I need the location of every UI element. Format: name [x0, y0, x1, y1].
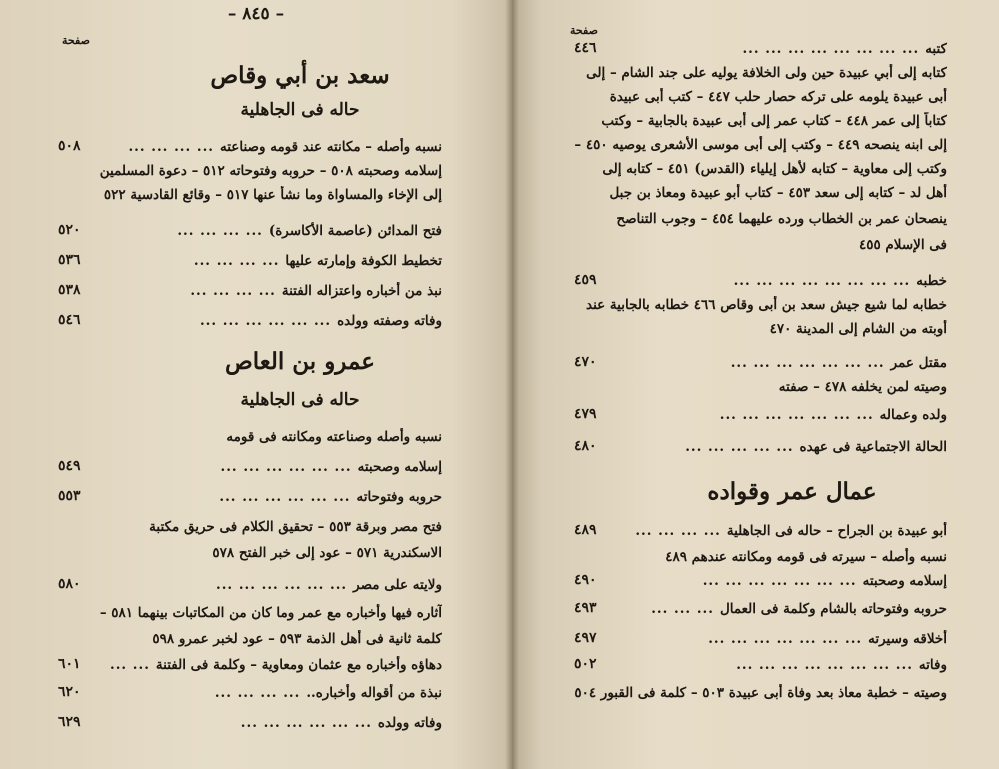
toc-page-number: ٤٤٦ — [574, 40, 597, 56]
toc-entry — [703, 572, 947, 590]
toc-entry-text: أبى عبيدة يلومه على تركه حصار حلب ٤٤٧ – كتب أبى عبيدة — [609, 89, 947, 105]
toc-entry-text: وفاته وولده — [377, 715, 442, 731]
toc-entry — [708, 630, 947, 648]
toc-page-number: ٥٣٦ — [58, 252, 81, 268]
toc-entry-text: وفاته وصفته وولده — [337, 313, 442, 329]
toc-page-number: ٥٢٠ — [58, 222, 81, 238]
toc-entry-text: نسبه وأصله – سيرته فى قومه ومكانته عندهم ٤٨٩ — [665, 549, 947, 565]
toc-entry — [194, 252, 442, 270]
toc-entry — [685, 438, 947, 456]
toc-entry — [616, 210, 947, 228]
toc-entry — [219, 488, 442, 506]
toc-entry-text: الاسكندرية ٥٧١ – عود إلى خبر الفتح ٥٧٨ — [212, 545, 442, 561]
toc-entry-text: خطابه لما شيع جيش سعد بن أبى وقاص ٤٦٦ خطابه بالجابية عند — [586, 297, 947, 313]
toc-entry — [731, 354, 947, 372]
toc-entry-text: نبذة من أقواله وأخباره.. — [306, 685, 442, 701]
toc-leader-dots: ... ... ... ... ... ... ... ... — [742, 41, 920, 57]
toc-entry — [216, 576, 442, 594]
toc-entry — [602, 160, 947, 178]
toc-entry — [190, 282, 442, 300]
toc-entry — [651, 600, 947, 618]
toc-leader-dots: ... ... ... ... ... ... — [199, 313, 332, 329]
toc-entry-text: نسبه وأصله وصناعته ومكانته فى قومه — [226, 429, 442, 445]
toc-entry-text: دهاؤه وأخباره مع عثمان ومعاوية – وكلمة فى الفتنة — [155, 657, 442, 673]
toc-entry — [100, 604, 442, 622]
toc-entry-text: كتبه — [925, 41, 947, 57]
toc-entry-text: نسبه وأصله – مكانته عند قومه وصناعته — [219, 139, 442, 155]
toc-entry-text: إلى الإخاء والمساواة وما نشأ عنها ٥١٧ – وقائع القادسية ٥٢٢ — [103, 187, 442, 203]
column-header: صفحة — [62, 34, 90, 47]
toc-entry — [100, 162, 442, 180]
toc-entry-text: إسلامه وصحبته — [357, 459, 442, 475]
toc-leader-dots: ... ... ... ... ... ... — [220, 459, 352, 475]
toc-entry-text: فتح المدائن (عاصمة الأكاسرة) — [268, 223, 442, 239]
toc-entry — [610, 88, 947, 106]
toc-leader-dots: ... ... ... ... ... ... — [216, 577, 348, 593]
toc-entry-text: إسلامه وصحبته ٥٠٨ – حروبه وفتوحاته ٥١٢ – دعوة المسلمين — [99, 163, 442, 179]
toc-leader-dots: ... ... ... ... — [177, 223, 263, 239]
toc-entry-text: خطبه — [916, 273, 947, 289]
page-number: – ٨٤٥ – — [227, 4, 285, 24]
toc-page-number: ٥٥٣ — [58, 488, 81, 504]
toc-entry-text: وصيته – خطبة معاذ بعد وفاة أبى عبيدة ٥٠٣ – كلمة فى القبور ٥٠٤ — [574, 685, 947, 701]
toc-entry — [779, 378, 947, 396]
toc-leader-dots: ... ... ... ... — [193, 253, 280, 269]
toc-page-number: ٤٧٩ — [574, 406, 597, 422]
toc-entry — [635, 522, 947, 540]
toc-entry-text: ولده وعماله — [879, 407, 947, 423]
toc-entry-text: أخلاقه وسيرته — [868, 631, 947, 647]
toc-entry-text: أبو عبيدة بن الجراح – حاله فى الجاهلية — [726, 523, 947, 539]
toc-entry-text: أوبته من الشام إلى المدينة ٤٧٠ — [769, 321, 947, 337]
toc-leader-dots: ... ... — [110, 657, 150, 673]
toc-page-number: ٦٠١ — [58, 656, 81, 672]
toc-leader-dots: ... ... ... — [651, 601, 714, 617]
toc-page-number: ٤٧٠ — [574, 354, 597, 370]
toc-page-number: ٥٤٩ — [58, 458, 81, 474]
toc-page-number: ٦٢٩ — [58, 714, 81, 730]
toc-entry — [241, 714, 442, 732]
toc-page-number: ٤٩٣ — [574, 600, 597, 616]
toc-entry-text: وصيته لمن يخلفه ٤٧٨ – صفته — [778, 379, 947, 395]
toc-entry-text: وكتب إلى معاوية – كتابه لأهل إيلياء (القدس) ٤٥١ – كتابه إلى — [602, 161, 947, 177]
toc-entry-text: حروبه وفتوحاته — [356, 489, 442, 505]
toc-page-number: ٥٠٨ — [58, 138, 81, 154]
toc-leader-dots: ... ... ... ... — [214, 685, 301, 701]
right-page — [512, 0, 999, 769]
toc-entry — [859, 236, 947, 254]
toc-leader-dots: ... ... ... ... ... ... ... — [719, 407, 874, 423]
toc-leader-dots: ... ... ... ... — [128, 139, 214, 155]
toc-leader-dots: ... ... ... ... ... ... ... — [708, 631, 863, 647]
toc-leader-dots: ... ... ... ... ... ... ... — [702, 573, 857, 589]
book-gutter — [505, 0, 519, 769]
toc-entry — [215, 684, 442, 702]
toc-entry-text: كلمة ثانية فى أهل الذمة ٥٩٣ – عود لخبر عمرو ٥٩٨ — [152, 631, 442, 647]
toc-entry — [212, 544, 442, 562]
toc-entry — [574, 136, 947, 154]
toc-page-number: ٤٥٩ — [574, 272, 597, 288]
toc-page-number: ٤٩٧ — [574, 630, 597, 646]
toc-entry-text: وفاته — [918, 657, 947, 673]
toc-entry — [574, 684, 947, 702]
section-title-governors: عمال عمر وقواده — [707, 478, 877, 505]
toc-leader-dots: ... ... ... ... ... ... — [240, 715, 372, 731]
toc-entry — [609, 184, 947, 202]
toc-entry — [720, 406, 947, 424]
toc-entry — [665, 548, 947, 566]
toc-leader-dots: ... ... ... ... — [190, 283, 276, 299]
toc-entry — [149, 518, 442, 536]
toc-page-number: ٥٨٠ — [58, 576, 81, 592]
toc-entry — [110, 656, 442, 674]
toc-page-number: ٤٨٩ — [574, 522, 597, 538]
toc-entry-text: مقتل عمر — [890, 355, 947, 371]
toc-entry-text: فتح مصر وبرقة ٥٥٣ – تحقيق الكلام فى حريق مكتبة — [149, 519, 442, 535]
toc-entry — [770, 320, 947, 338]
section-title-saad: سعد بن أبي وقاص — [210, 62, 390, 89]
toc-entry — [221, 458, 442, 476]
section-subtitle-amr: حاله فى الجاهلية — [240, 390, 360, 410]
toc-entry — [586, 296, 947, 314]
toc-entry — [226, 428, 442, 446]
toc-entry — [152, 630, 442, 648]
section-subtitle-saad: حاله فى الجاهلية — [240, 100, 360, 120]
toc-entry — [742, 40, 947, 58]
toc-entry-text: إسلامه وصحبته — [862, 573, 947, 589]
toc-leader-dots: ... ... ... ... ... ... — [219, 489, 351, 505]
toc-leader-dots: ... ... ... ... ... — [685, 439, 794, 455]
toc-entry-text: الحالة الاجتماعية فى عهده — [799, 439, 947, 455]
toc-entry-text: إلى ابنه ينصحه ٤٤٩ – وكتب إلى أبى موسى الأشعرى يوصيه ٤٥٠ – — [574, 137, 947, 153]
toc-entry — [177, 222, 442, 240]
toc-page-number: ٤٨٠ — [574, 438, 597, 454]
toc-leader-dots: ... ... ... ... ... ... ... ... — [733, 273, 911, 289]
toc-entry-text: حروبه وفتوحاته بالشام وكلمة فى العمال — [719, 601, 947, 617]
toc-page-number: ٦٢٠ — [58, 684, 81, 700]
toc-entry — [104, 186, 442, 204]
toc-entry-text: ينصحان عمر بن الخطاب ورده عليهما ٤٥٤ – وجوب التناصح — [616, 211, 947, 227]
toc-entry-text: أهل لد – كتابه إلى سعد ٤٥٣ – كتاب أبو عبيدة ومعاذ بن جبل — [609, 185, 947, 201]
toc-leader-dots: ... ... ... ... — [635, 523, 721, 539]
toc-entry-text: نبذ من أخباره واعتزاله الفتنة — [281, 283, 442, 299]
toc-entry-text: كتاباً إلى عمر ٤٤٨ – كتاب عمر إلى أبى عبيدة بالجابية – وكتب — [601, 113, 947, 129]
toc-entry-text: ولايته على مصر — [353, 577, 442, 593]
toc-entry — [128, 138, 442, 156]
toc-leader-dots: ... ... ... ... ... ... ... ... — [736, 657, 913, 673]
toc-page-number: ٥٤٦ — [58, 312, 81, 328]
toc-entry — [734, 272, 947, 290]
toc-page-number: ٥٠٢ — [574, 656, 597, 672]
toc-entry-text: آثاره فيها وأخباره مع عمر وما كان من المكاتبات بينهما ٥٨١ – — [99, 605, 442, 621]
section-title-amr: عمرو بن العاص — [224, 348, 376, 375]
toc-entry-text: فى الإسلام ٤٥٥ — [858, 237, 947, 253]
toc-page-number: ٥٣٨ — [58, 282, 81, 298]
toc-entry — [736, 656, 947, 674]
toc-entry-text: تخطيط الكوفة وإمارته عليها — [285, 253, 442, 269]
toc-entry — [200, 312, 442, 330]
toc-entry-text: كتابه إلى أبي عبيدة حين ولى الخلافة يوليه على جند الشام – إلى — [586, 65, 947, 81]
toc-leader-dots: ... ... ... ... ... ... ... — [730, 355, 885, 371]
toc-entry — [586, 64, 947, 82]
toc-entry — [601, 112, 947, 130]
toc-page-number: ٤٩٠ — [574, 572, 597, 588]
column-header: صفحة — [570, 24, 598, 37]
